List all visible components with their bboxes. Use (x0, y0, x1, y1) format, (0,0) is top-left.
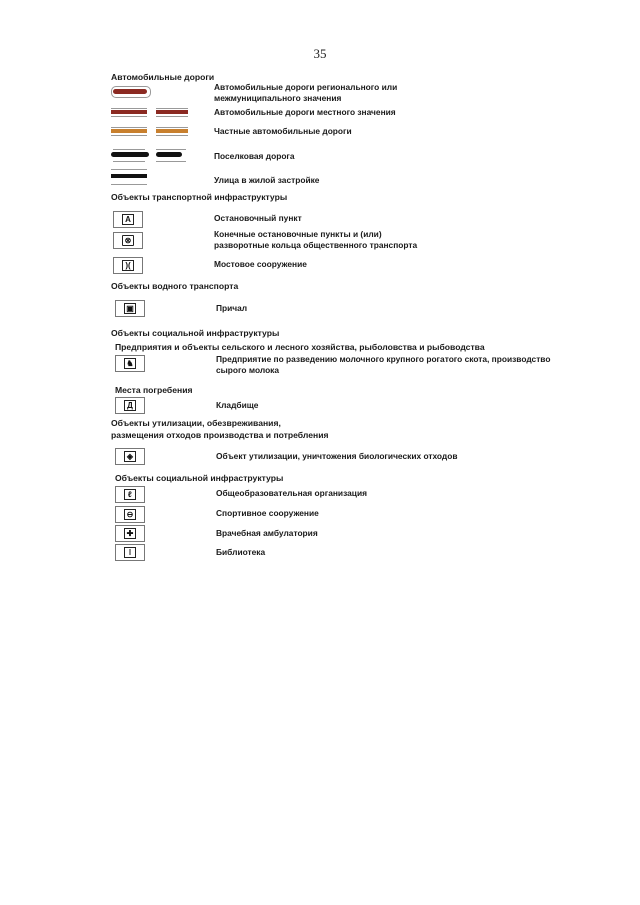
bio-waste-icon: ◈ (124, 451, 136, 462)
local-road-symbol-alt (156, 108, 188, 117)
label-cemetery: Кладбище (216, 400, 259, 410)
section-social-infra-2: Объекты социальной инфраструктуры (115, 473, 284, 483)
section-transport-infra: Объекты транспортной инфраструктуры (111, 192, 288, 202)
stop-symbol (113, 211, 143, 228)
terminal-stop-icon: ⊗ (122, 235, 134, 246)
private-road-symbol-alt (156, 127, 188, 136)
section-waste-1: Объекты утилизации, обезвреживания, (111, 418, 281, 428)
sport-icon: ⊖ (124, 509, 136, 520)
cemetery-icon: Д (124, 400, 136, 411)
label-settlement-road: Поселковая дорога (214, 151, 295, 161)
section-roads: Автомобильные дороги (111, 72, 215, 82)
local-road-symbol (111, 108, 147, 117)
dairy-symbol (115, 355, 145, 372)
regional-road-symbol (111, 86, 151, 98)
private-road-symbol (111, 127, 147, 136)
label-terminal-1: Конечные остановочные пункты и (или) (214, 229, 382, 239)
label-bridge: Мостовое сооружение (214, 259, 307, 269)
label-regional-road-2: межмуниципального значения (214, 93, 342, 103)
label-sport: Спортивное сооружение (216, 508, 319, 518)
section-social-infra-1: Объекты социальной инфраструктуры (111, 328, 280, 338)
label-dairy-2: сырого молока (216, 365, 280, 375)
label-regional-road-1: Автомобильные дороги регионального или (214, 82, 398, 92)
label-local-road: Автомобильные дороги местного значения (214, 107, 396, 117)
section-burial: Места погребения (115, 385, 193, 395)
label-bio-waste: Объект утилизации, уничтожения биологических отходов (216, 451, 458, 461)
label-terminal-2: разворотные кольца общественного транспорта (214, 240, 418, 250)
bridge-icon: )( (122, 260, 134, 271)
residential-street-symbol (111, 169, 147, 185)
clinic-symbol (115, 525, 145, 542)
label-private-road: Частные автомобильные дороги (214, 126, 352, 136)
label-school: Общеобразовательная организация (216, 488, 367, 498)
pier-symbol (115, 300, 145, 317)
section-agri: Предприятия и объекты сельского и лесного хозяйства, рыболовства и рыбоводства (115, 342, 485, 352)
section-water-transport: Объекты водного транспорта (111, 281, 239, 291)
label-dairy-1: Предприятие по разведению молочного крупного рогатого скота, производство (216, 354, 551, 364)
library-icon: ǀ (124, 547, 136, 558)
section-waste-2: размещения отходов производства и потребления (111, 430, 329, 440)
settlement-road-symbol (111, 149, 149, 161)
label-pier: Причал (216, 303, 248, 313)
settlement-road-symbol-alt (156, 149, 186, 161)
bridge-symbol (113, 257, 143, 274)
bus-stop-icon: A (122, 214, 134, 225)
school-symbol (115, 486, 145, 503)
label-library: Библиотека (216, 547, 266, 557)
pier-icon: ▣ (124, 303, 136, 314)
page-number: 35 (313, 46, 327, 61)
terminal-symbol (113, 232, 143, 249)
sport-symbol (115, 506, 145, 523)
school-icon: ℓ (124, 489, 136, 500)
label-residential-street: Улица в жилой застройке (214, 175, 320, 185)
label-clinic: Врачебная амбулатория (216, 528, 318, 538)
library-symbol (115, 544, 145, 561)
bio-waste-symbol (115, 448, 145, 465)
medical-cross-icon: ✚ (124, 528, 136, 539)
label-stop: Остановочный пункт (214, 213, 302, 223)
cemetery-symbol (115, 397, 145, 414)
cow-icon: ♞ (124, 358, 136, 369)
